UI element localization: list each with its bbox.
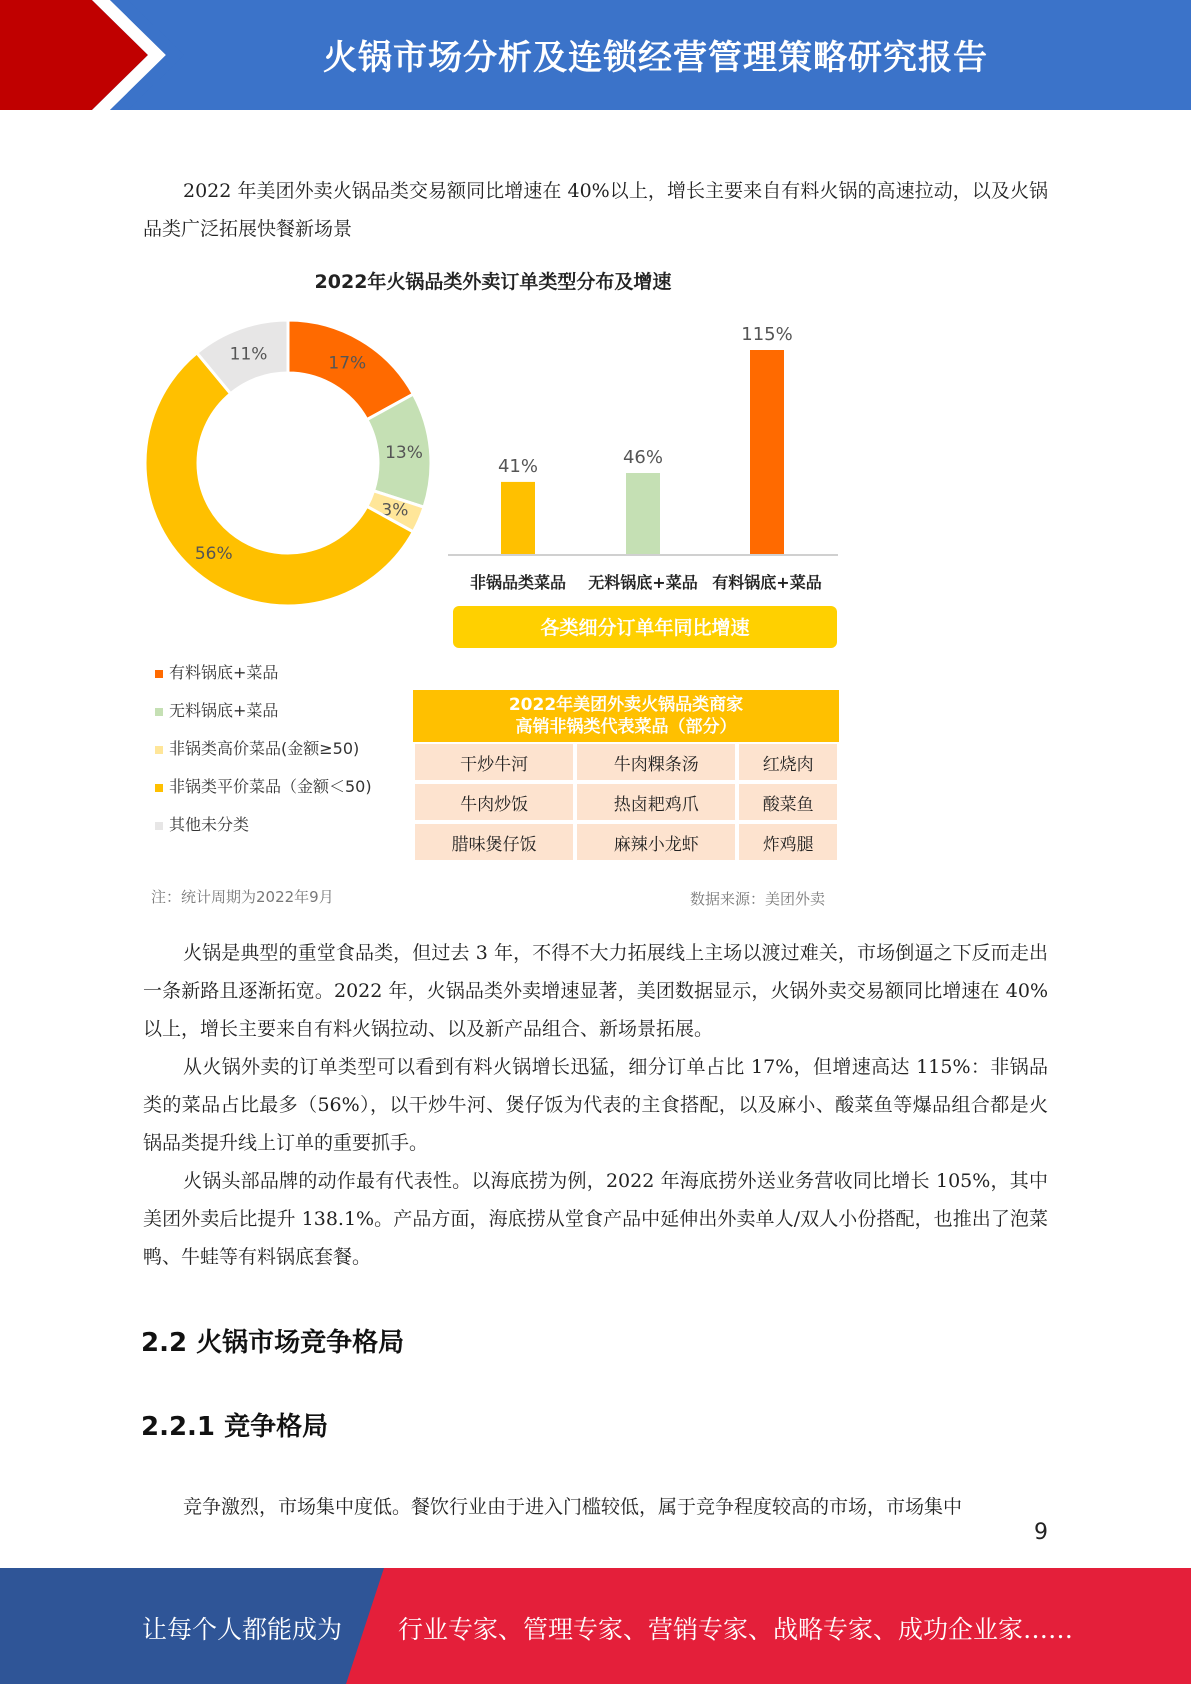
legend-item (155, 736, 359, 759)
figure-source: 数据来源：美团外卖 (690, 890, 826, 908)
table-row (413, 742, 839, 782)
body-paragraph-3: 火锅头部品牌的动作最有代表性。以海底捞为例，2022 年海底捞外送业务营收同比增长 105%，其中美团外卖后比提升 138.1%。产品方面，海底捞从堂食产品中延伸出外卖单人/双人小份搭配，也推出了泡菜鸭、牛蛙等有料锅底套餐。 (143, 1170, 1048, 1268)
donut-slice-label: 13% (385, 443, 423, 464)
table-cell: 红烧肉 (737, 742, 839, 782)
bar-caption: 各类细分订单年同比增速 (540, 617, 750, 639)
legend-item (155, 698, 278, 721)
table-cell: 干炒牛河 (413, 742, 575, 782)
page-number: 9 (1034, 1520, 1048, 1545)
legend-label: 非锅类平价菜品（金额＜50) (169, 777, 372, 796)
legend-swatch (155, 708, 163, 716)
intro-paragraph: 2022 年美团外卖火锅品类交易额同比增速在 40%以上，增长主要来自有料火锅的高速拉动，以及火锅品类广泛拓展快餐新场景 (143, 180, 1048, 240)
bar (501, 482, 535, 555)
bar-value-label: 46% (622, 447, 664, 468)
body-paragraph-4: 竞争激烈，市场集中度低。餐饮行业由于进入门槛较低，属于竞争程度较高的市场，市场集中 (183, 1496, 963, 1518)
legend-item (155, 774, 372, 797)
legend-swatch (155, 784, 163, 792)
chart-canvas (143, 258, 863, 658)
dish-table-title-line1: 2022年美团外卖火锅品类商家 (508, 695, 744, 715)
figure-note: 注：统计周期为2022年9月 (151, 888, 334, 906)
bar-category-label: 有料锅底+菜品 (712, 573, 822, 592)
table-cell: 热卤耙鸡爪 (575, 782, 737, 822)
legend-label: 非锅类高价菜品(金额≥50) (169, 739, 360, 758)
table-cell: 腊味煲仔饭 (413, 822, 575, 862)
legend-label: 无料锅底+菜品 (169, 701, 279, 720)
bar-category-label: 无料锅底+菜品 (588, 573, 698, 592)
table-cell: 炸鸡腿 (737, 822, 839, 862)
bar-category-label: 非锅品类菜品 (469, 573, 567, 592)
table-cell: 牛肉粿条汤 (575, 742, 737, 782)
donut-slice-label: 3% (381, 500, 409, 521)
bar-chart (470, 324, 822, 592)
dish-table-header (413, 690, 839, 742)
figure-title: 2022年火锅品类外卖订单类型分布及增速 (314, 271, 672, 293)
bar-value-label: 115% (741, 324, 793, 345)
footer-slogan-left: 让每个人都能成为 (142, 1615, 343, 1644)
donut-slice-label: 17% (328, 353, 367, 374)
body-paragraph-1: 火锅是典型的重堂食品类，但过去 3 年，不得不大力拓展线上主场以渡过难关，市场倒逼之下反而走出一条新路且逐渐拓宽。2022 年，火锅品类外卖增速显著，美团数据显示，火锅外卖交易额同比增速在 40%以上，增长主要来自有料火锅拉动、以及新产品组合、新场景拓展。 (143, 942, 1048, 1040)
page-header (0, 0, 1191, 110)
footer-slogan-right: 行业专家、管理专家、营销专家、战略专家、成功企业家…… (398, 1615, 1074, 1644)
legend-item (155, 660, 278, 683)
legend-item (155, 812, 249, 835)
header-title: 火锅市场分析及连锁经营管理策略研究报告 (323, 38, 988, 78)
table-cell: 麻辣小龙虾 (575, 822, 737, 862)
bar (750, 350, 784, 555)
legend-swatch (155, 670, 163, 678)
dish-table-title-line2: 高销非锅类代表菜品（部分） (515, 717, 737, 737)
bar-value-label: 41% (497, 455, 539, 477)
order-type-figure (143, 258, 863, 918)
table-cell: 牛肉炒饭 (413, 782, 575, 822)
donut-slice-label: 56% (194, 543, 233, 564)
donut-chart (145, 320, 431, 606)
legend-label: 有料锅底+菜品 (169, 663, 279, 682)
table-row (413, 782, 839, 822)
body-paragraph-2: 从火锅外卖的订单类型可以看到有料火锅增长迅猛，细分订单占比 17%，但增速高达 115%：非锅品类的菜品占比最多（56%），以干炒牛河、煲仔饭为代表的主食搭配，以及麻小、酸菜鱼等爆品组合都是火锅品类提升线上订单的重要抓手。 (143, 1056, 1048, 1154)
donut-slice-label: 11% (229, 344, 268, 365)
section-heading: 2.2 火锅市场竞争格局 (141, 1328, 405, 1358)
bar (626, 473, 660, 555)
table-row (413, 822, 839, 862)
legend-swatch (155, 746, 163, 754)
table-cell: 酸菜鱼 (737, 782, 839, 822)
legend-swatch (155, 822, 163, 830)
subsection-heading: 2.2.1 竞争格局 (141, 1412, 329, 1442)
legend-label: 其他未分类 (169, 815, 250, 834)
dish-table (413, 690, 839, 862)
page-footer (0, 1568, 1191, 1684)
